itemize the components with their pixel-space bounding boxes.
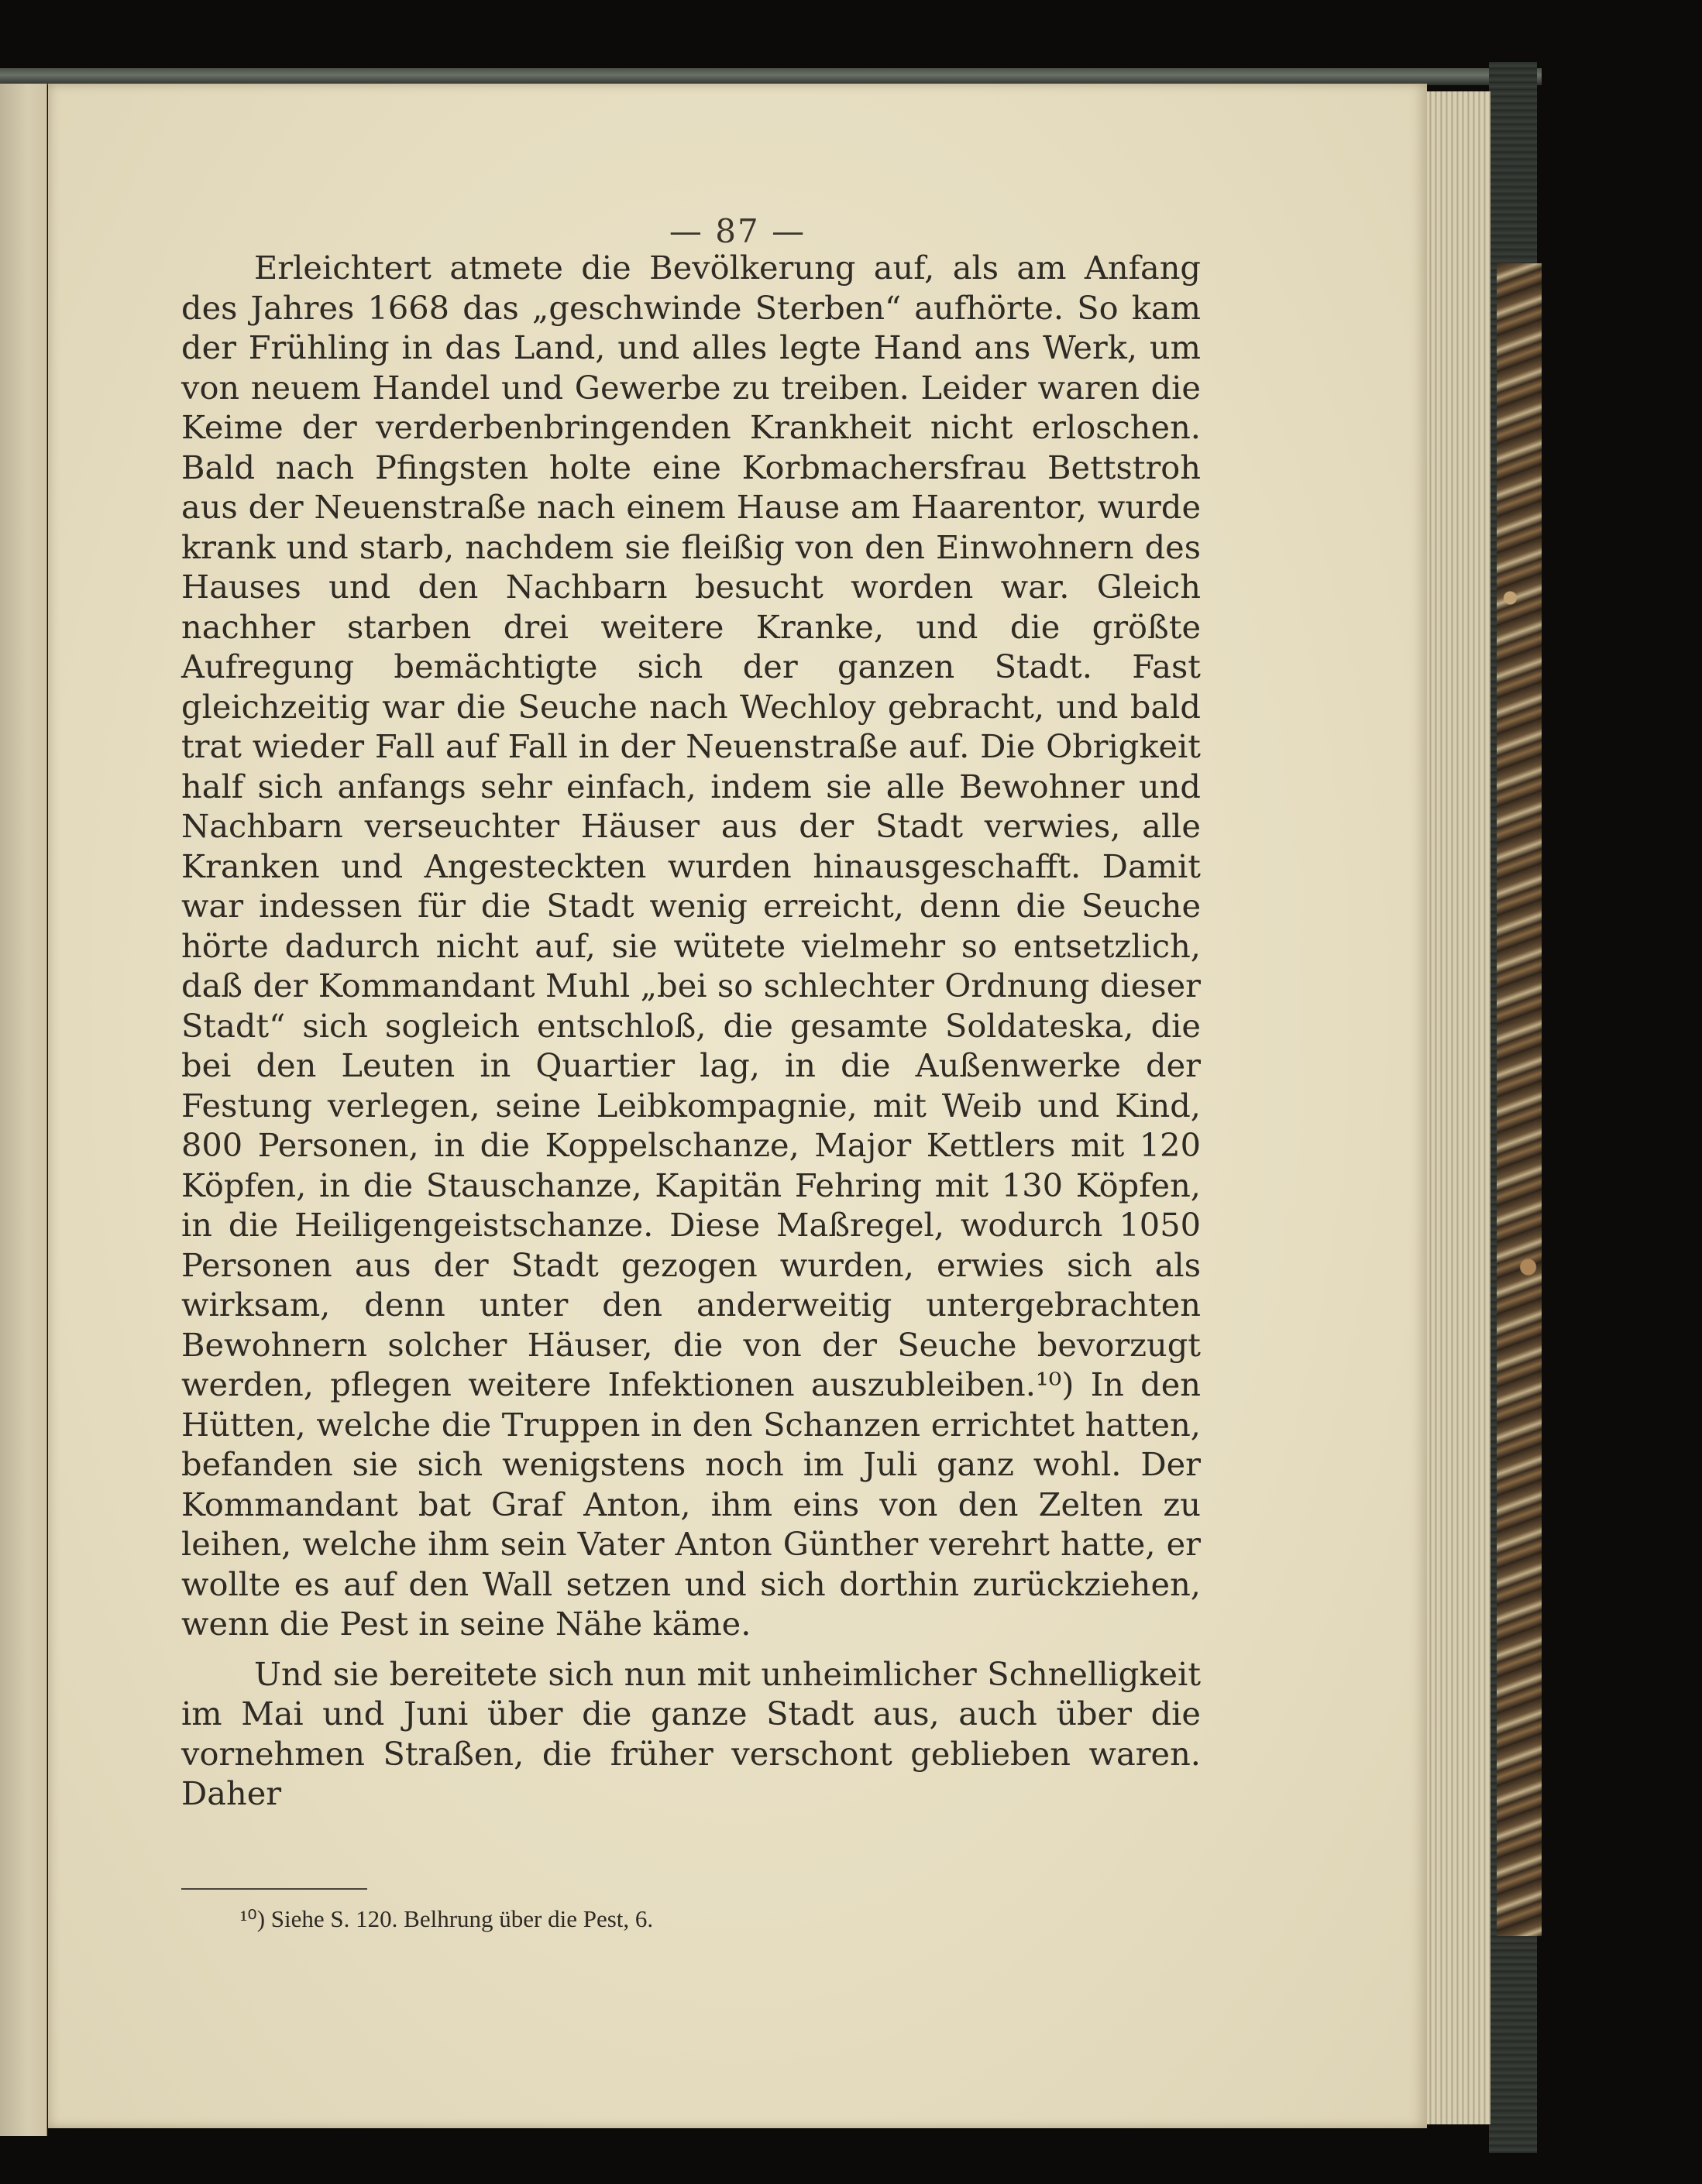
binding-strip [0,68,1542,85]
paragraph-2: Und sie bereitete sich nun mit unheimlicher Schnelligkeit im Mai und Juni über die ganze Stadt aus, auch über die vornehmen Straßen, die früher verschont geblieben waren. Daher [181,1654,1201,1812]
previous-page-edge [0,84,47,2136]
footnote-rule [181,1888,367,1890]
body-text [181,248,1201,1814]
footnote: ¹⁰) Siehe S. 120. Belhrung über die Pest, 6. [240,1905,654,1932]
paragraph-1: Erleichtert atmete die Bevölkerung auf, als am Anfang des Jahres 1668 das „geschwinde Sterben“ aufhörte. So kam der Frühling in das Land, und alles legte Hand ans Werk, um von neuem Handel und Gewerbe zu treiben. Leider waren die Keime der verderbenbringenden Krankheit nicht erloschen. Bald nach Pfingsten holte eine Korbmachersfrau Bettstroh aus der Neuenstraße nach einem Hause am Haarentor, wurde krank und starb, nachdem sie fleißig von den Einwohnern des Hauses und den Nachbarn besucht worden war. Gleich nachher starben drei weitere Kranke, und die größte Aufregung bemächtigte sich der ganzen Stadt. Fast gleichzeitig war die Seuche nach Wechloy gebracht, und bald trat wieder Fall auf Fall in der Neuenstraße auf. Die Obrigkeit half sich anfangs sehr einfach, indem sie alle Bewohner und Nachbarn verseuchter Häuser aus der Stadt verwies, alle Kranken und Angesteckten wurden hinausgeschafft. Damit war indessen für die Stadt wenig erreicht, denn die Seuche hörte dadurch nicht auf, sie wütete vielmehr so entsetzlich, daß der Kommandant Muhl „bei so schlechter Ordnung dieser Stadt“ sich sogleich entschloß, die gesamte Soldateska, die bei den Leuten in Quartier lag, in die Außenwerke der Festung verlegen, seine Leibkompagnie, mit Weib und Kind, 800 Personen, in die Koppelschanze, Major Kettlers mit 120 Köpfen, in die Stauschanze, Kapitän Fehring mit 130 Köpfen, in die Heiligengeistschanze. Diese Maßregel, wodurch 1050 Personen aus der Stadt gezogen wurden, erwies sich als wirksam, denn unter den anderweitig untergebrachten Bewohnern solcher Häuser, die von der Seuche bevorzugt werden, pflegen weitere Infektionen auszubleiben.¹⁰) In den Hütten, welche die Truppen in den Schanzen errichtet hatten, befanden sie sich wenigstens noch im Juli ganz wohl. Der Kommandant bat Graf Anton, ihm eins von den Zelten zu leihen, welche ihm sein Vater Anton Günther verehrt hatte, er wollte es auf den Wall setzen und sich dorthin zurückziehen, wenn die Pest in seine Nähe käme. [181,249,1201,1643]
page-number: — 87 — [669,212,806,250]
page-stack-edges [1419,91,1491,2124]
book-page [48,84,1427,2128]
marbled-board [1497,263,1542,1936]
